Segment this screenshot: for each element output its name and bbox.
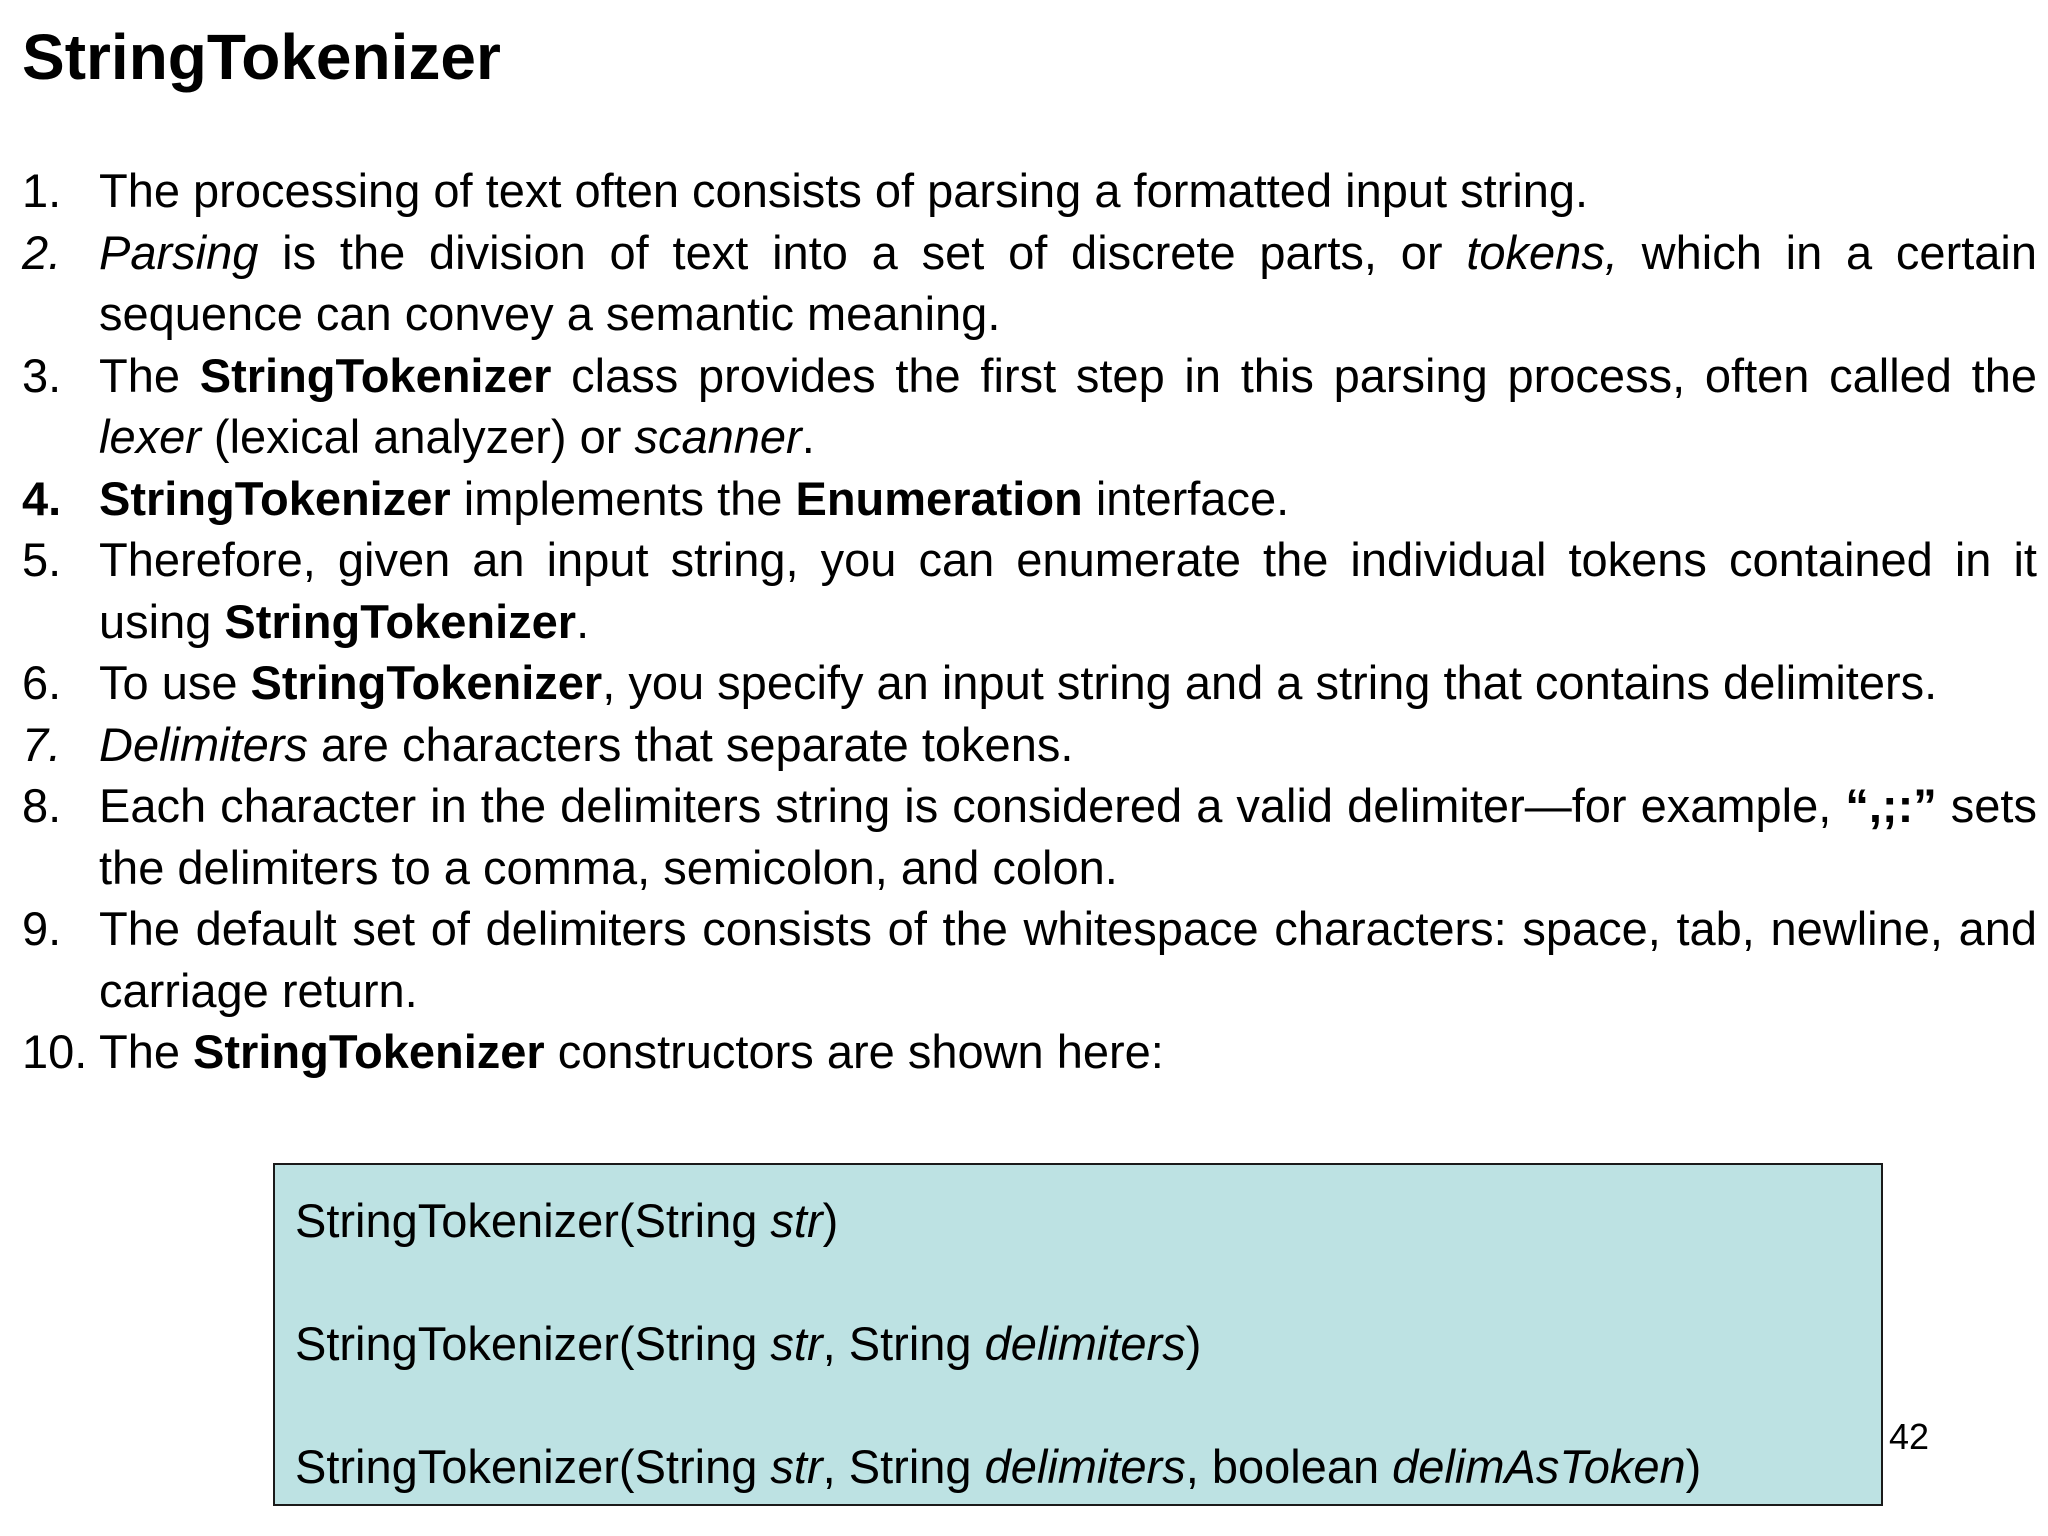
page-number: 42	[1889, 1416, 1930, 1457]
item-text: .	[801, 410, 815, 463]
item-number: 1.	[22, 164, 62, 217]
constructor-signature	[295, 1316, 1201, 1372]
code-text: , boolean	[1185, 1440, 1393, 1493]
item-text: are characters that separate tokens.	[307, 717, 1074, 771]
term-bold: StringTokenizer	[224, 594, 577, 648]
item-text: To use	[99, 656, 251, 709]
code-text: )	[1685, 1440, 1702, 1493]
constructor-code-box	[273, 1163, 1883, 1506]
item-text: The	[99, 1025, 194, 1078]
term-bold: StringTokenizer	[250, 656, 603, 709]
term-italic: tokens,	[1466, 225, 1618, 279]
term-italic: Delimiters	[99, 717, 308, 771]
item-text: (lexical analyzer) or	[200, 410, 635, 463]
item-text: sets the delimiters to a comma, semicolon, and colon.	[99, 779, 2037, 894]
param-name: str	[770, 1317, 823, 1370]
list-item	[22, 775, 2037, 898]
list-item	[22, 468, 2037, 530]
item-number: 5.	[22, 533, 62, 586]
item-number: 10.	[22, 1025, 88, 1078]
item-number: 8.	[22, 779, 62, 832]
item-text: The default set of delimiters consists of the whitespace characters: space, tab, newline, and carriage return.	[99, 902, 2037, 1017]
code-text: , String	[822, 1317, 985, 1370]
term-italic: lexer	[99, 410, 201, 463]
list-item	[22, 898, 2037, 1021]
code-text: StringTokenizer(String	[295, 1440, 771, 1493]
item-text: is the division of text into a set of discrete parts, or	[258, 225, 1467, 279]
numbered-point-list	[22, 160, 2037, 1083]
term-bold: Enumeration	[795, 471, 1083, 525]
item-text: .	[576, 594, 590, 648]
constructor-signature	[295, 1193, 838, 1249]
item-number: 9.	[22, 902, 62, 955]
term-italic: Parsing	[99, 225, 259, 279]
list-item	[22, 652, 2037, 714]
item-text: Therefore, given an input string, you can enumerate the individual tokens contained in it using	[99, 533, 2037, 648]
param-name: delimiters	[984, 1317, 1186, 1370]
item-text: implements the	[450, 471, 796, 525]
term-bold: StringTokenizer	[199, 348, 552, 402]
item-number: 2.	[22, 225, 62, 279]
list-item	[22, 1021, 2037, 1083]
term-italic: scanner	[634, 410, 802, 463]
item-text: Each character in the delimiters string is considered a valid delimiter—for example,	[99, 779, 1846, 832]
constructor-signature	[295, 1439, 1701, 1495]
list-item	[22, 714, 2037, 776]
code-text: , String	[822, 1440, 985, 1493]
term-bold: StringTokenizer	[193, 1025, 545, 1078]
param-name: str	[770, 1440, 823, 1493]
slide-title: StringTokenizer	[22, 21, 501, 93]
item-text: , you specify an input string and a string that contains delimiters.	[602, 656, 1938, 709]
code-text: )	[1185, 1317, 1202, 1370]
delimiter-example: “,;:”	[1845, 779, 1937, 832]
list-item	[22, 345, 2037, 468]
item-text: constructors are shown here:	[544, 1025, 1164, 1078]
item-number: 3.	[22, 348, 62, 402]
code-text: )	[822, 1194, 839, 1247]
item-text: The	[99, 348, 200, 402]
item-text: which in a certain sequence can convey a semantic meaning.	[99, 225, 2038, 340]
code-text: StringTokenizer(String	[295, 1194, 771, 1247]
item-number: 6.	[22, 656, 62, 709]
code-text: StringTokenizer(String	[295, 1317, 771, 1370]
list-item	[22, 529, 2037, 652]
item-text: class provides the first step in this parsing process, often called the	[551, 348, 2038, 402]
item-text: The processing of text often consists of parsing a formatted input string.	[99, 164, 1589, 217]
param-name: delimAsToken	[1392, 1440, 1686, 1493]
term-bold: StringTokenizer	[99, 471, 451, 525]
item-text: interface.	[1082, 471, 1290, 525]
item-number: 4.	[22, 471, 62, 525]
param-name: str	[770, 1194, 823, 1247]
param-name: delimiters	[984, 1440, 1186, 1493]
list-item	[22, 160, 2037, 222]
item-number: 7.	[22, 717, 62, 771]
list-item	[22, 222, 2037, 345]
